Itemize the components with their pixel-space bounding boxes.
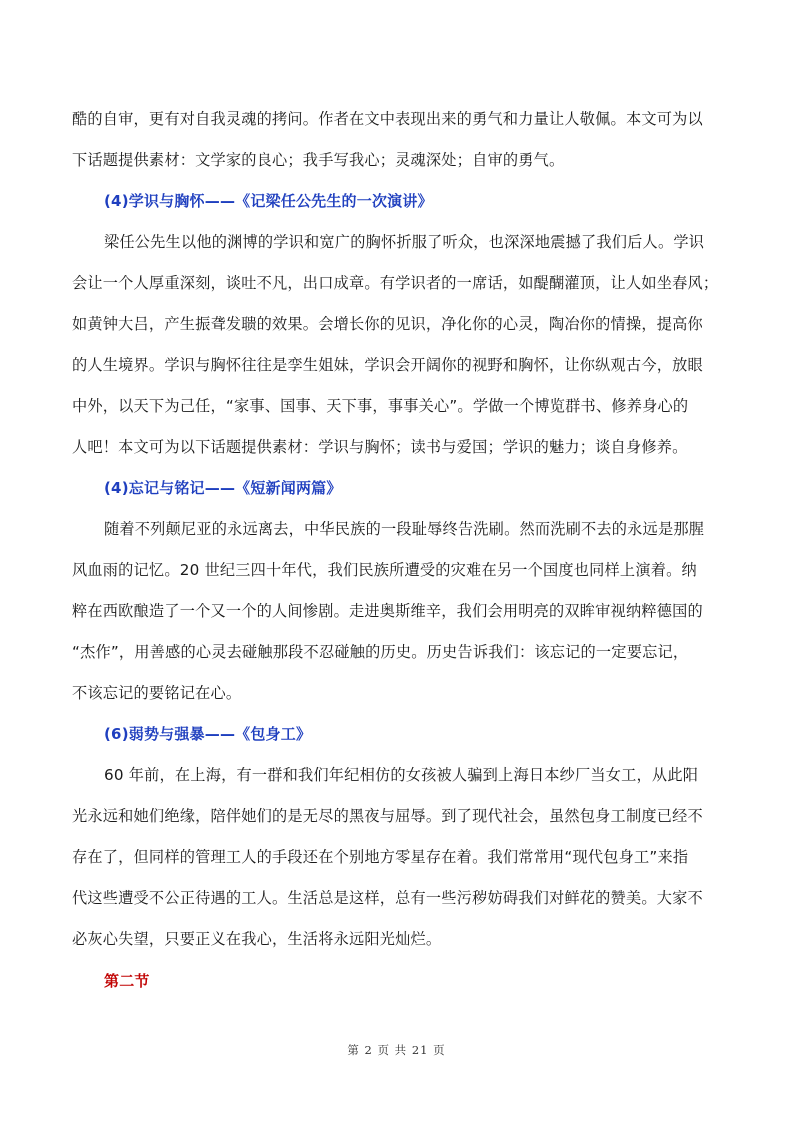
paragraph-line: 风血雨的记忆。20 世纪三四十年代，我们民族所遭受的灾难在另一个国度也同样上演着。纳: [72, 561, 697, 579]
paragraph-line: 人吧！本文可为以下话题提供素材：学识与胸怀；读书与爱国；学识的魅力；谈自身修养。: [72, 438, 688, 456]
paragraph-line: 粹在西欧酿造了一个又一个的人间惨剧。走进奥斯维辛，我们会用明亮的双眸审视纳粹德国的: [72, 602, 703, 620]
paragraph-line: 酷的自审，更有对自我灵魂的拷问。作者在文中表现出来的勇气和力量让人敬佩。本文可为以: [72, 110, 703, 128]
paragraph-line: 存在了，但同样的管理工人的手段还在个别地方零星存在着。我们常常用“现代包身工”来指: [72, 848, 689, 866]
paragraph-line: 60 年前，在上海，有一群和我们年纪相仿的女孩被人骗到上海日本纱厂当女工，从此阳: [104, 766, 699, 784]
paragraph-line: 梁任公先生以他的渊博的学识和宽广的胸怀折服了听众，也深深地震撼了我们后人。学识: [104, 233, 705, 251]
paragraph-line: 如黄钟大吕，产生振聋发聩的效果。会增长你的见识，净化你的心灵，陶冶你的情操，提高你: [72, 315, 703, 333]
paragraph-line: 代这些遭受不公正待遇的工人。生活总是这样，总有一些污秽妨碍我们对鲜花的赞美。大家不: [72, 889, 703, 907]
paragraph-line: 随着不列颠尼亚的永远离去，中华民族的一段耻辱终告洗刷。然而洗刷不去的永远是那腥: [104, 520, 705, 538]
subheading-weak-and-violent: (6)弱势与强暴——《包身工》: [104, 725, 312, 743]
subheading-forget-and-remember: (4)忘记与铭记——《短新闻两篇》: [104, 479, 342, 497]
paragraph-line: 光永远和她们绝缘，陪伴她们的是无尽的黑夜与屈辱。到了现代社会，虽然包身工制度已经不: [72, 807, 703, 825]
paragraph-line: 的人生境界。学识与胸怀往往是孪生姐妹，学识会开阔你的视野和胸怀，让你纵观古今，放眼: [72, 356, 703, 374]
paragraph-line: 不该忘记的要铭记在心。: [72, 684, 242, 702]
section-heading: 第二节: [104, 972, 150, 990]
page-number-footer: 第 2 页 共 21 页: [347, 1043, 446, 1057]
subheading-learning-and-mind: (4)学识与胸怀——《记梁任公先生的一次演讲》: [104, 192, 433, 210]
paragraph-line: 会让一个人厚重深刻，谈吐不凡，出口成章。有学识者的一席话，如醍醐灌顶，让人如坐春风；: [72, 274, 719, 292]
paragraph-line: 下话题提供素材：文学家的良心；我手写我心；灵魂深处；自审的勇气。: [72, 151, 565, 169]
paragraph-line: “杰作”，用善感的心灵去碰触那段不忍碰触的历史。历史告诉我们：该忘记的一定要忘记，: [72, 643, 689, 661]
paragraph-line: 中外，以天下为己任，“家事、国事、天下事，事事关心”。学做一个博览群书、修养身心的: [72, 397, 689, 415]
paragraph-line: 必灰心失望，只要正义在我心，生活将永远阳光灿烂。: [72, 930, 442, 948]
